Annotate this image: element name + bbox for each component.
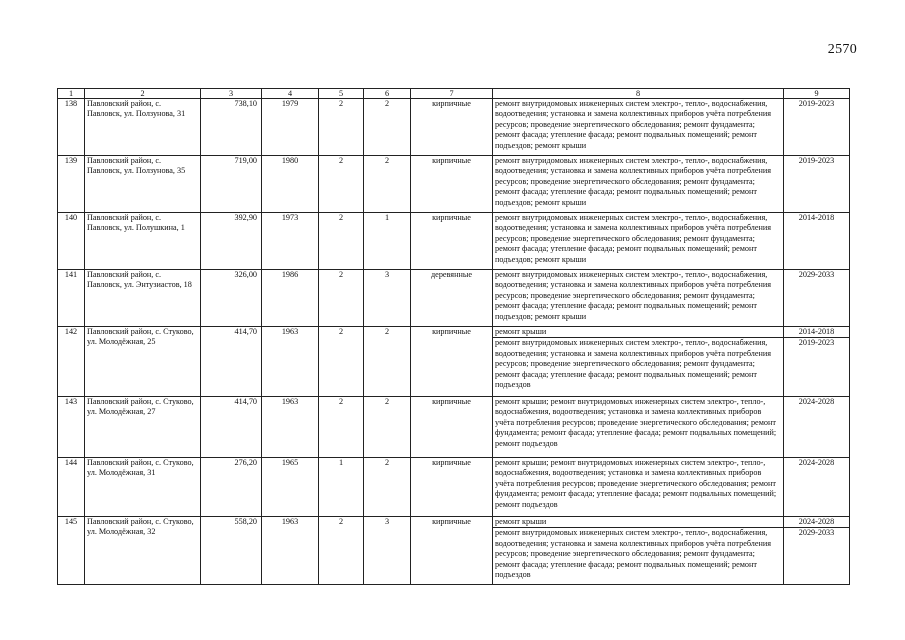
row-number: 142 <box>58 327 85 397</box>
row-number: 141 <box>58 270 85 327</box>
period-item: 2029-2033 <box>798 270 835 279</box>
row-area: 414,70 <box>201 397 262 458</box>
column-header: 6 <box>364 89 411 99</box>
row-material: кирпичные <box>411 99 493 156</box>
row-periods <box>784 270 850 327</box>
period-item: 2014-2018 <box>798 213 835 222</box>
column-header: 8 <box>493 89 784 99</box>
row-year: 1963 <box>262 327 319 397</box>
row-year: 1965 <box>262 458 319 517</box>
row-works <box>493 517 784 585</box>
row-number: 139 <box>58 156 85 213</box>
row-col6: 3 <box>364 270 411 327</box>
row-works <box>493 270 784 327</box>
row-col5: 1 <box>319 458 364 517</box>
row-area: 326,00 <box>201 270 262 327</box>
period-item: 2029-2033 <box>798 528 835 538</box>
row-material: кирпичные <box>411 517 493 585</box>
table-row <box>58 517 850 585</box>
row-number: 138 <box>58 99 85 156</box>
row-col6: 2 <box>364 458 411 517</box>
row-material: кирпичные <box>411 327 493 397</box>
row-works <box>493 397 784 458</box>
work-item: ремонт внутридомовых инженерных систем электро-, тепло-, водоснабжения, водоотведения; установка и замена коллективных приборов учёта потребления ресурсов; проведение энергетического обследования; ремонт фундамента; ремонт фасада; утепление фасада; ремонт подвальных помещений; ремонт подъездов; ремонт крыши <box>495 213 772 264</box>
row-periods <box>784 213 850 270</box>
row-year: 1963 <box>262 397 319 458</box>
row-periods <box>784 327 850 397</box>
row-col5: 2 <box>319 270 364 327</box>
row-works <box>493 458 784 517</box>
row-works <box>493 213 784 270</box>
row-material: деревянные <box>411 270 493 327</box>
row-material: кирпичные <box>411 397 493 458</box>
row-address: Павловский район, с. Павловск, ул. Ползунова, 35 <box>85 156 201 213</box>
row-number: 140 <box>58 213 85 270</box>
row-year: 1973 <box>262 213 319 270</box>
row-address: Павловский район, с. Павловск, ул. Ползунова, 31 <box>85 99 201 156</box>
row-address: Павловский район, с. Стуково, ул. Молодёжная, 25 <box>85 327 201 397</box>
row-number: 144 <box>58 458 85 517</box>
page-number: 2570 <box>827 42 857 57</box>
row-number: 143 <box>58 397 85 458</box>
table-row <box>58 213 850 270</box>
row-year: 1963 <box>262 517 319 585</box>
work-item: ремонт внутридомовых инженерных систем электро-, тепло-, водоснабжения, водоотведения; установка и замена коллективных приборов учёта потребления ресурсов; проведение энергетического обследования; ремонт фундамента; ремонт фасада; утепление фасада; ремонт подвальных помещений; ремонт подъездов <box>495 338 772 390</box>
row-year: 1979 <box>262 99 319 156</box>
column-header: 9 <box>784 89 850 99</box>
period-item: 2014-2018 <box>784 327 849 338</box>
period-item: 2024-2028 <box>784 517 849 528</box>
period-item: 2019-2023 <box>798 338 835 348</box>
row-area: 392,90 <box>201 213 262 270</box>
column-header: 5 <box>319 89 364 99</box>
work-item: ремонт крыши <box>493 517 783 528</box>
row-col6: 2 <box>364 327 411 397</box>
row-material: кирпичные <box>411 213 493 270</box>
row-col5: 2 <box>319 517 364 585</box>
row-address: Павловский район, с. Павловск, ул. Полушкина, 1 <box>85 213 201 270</box>
row-area: 414,70 <box>201 327 262 397</box>
column-header: 7 <box>411 89 493 99</box>
row-col6: 1 <box>364 213 411 270</box>
row-periods <box>784 517 850 585</box>
table-row <box>58 327 850 397</box>
row-address: Павловский район, с. Стуково, ул. Молодёжная, 32 <box>85 517 201 585</box>
table-row <box>58 397 850 458</box>
period-item: 2024-2028 <box>798 397 835 406</box>
row-col6: 2 <box>364 99 411 156</box>
table-row <box>58 270 850 327</box>
row-periods <box>784 397 850 458</box>
table-row <box>58 156 850 213</box>
row-works <box>493 156 784 213</box>
row-col6: 2 <box>364 156 411 213</box>
work-item: ремонт внутридомовых инженерных систем электро-, тепло-, водоснабжения, водоотведения; установка и замена коллективных приборов учёта потребления ресурсов; проведение энергетического обследования; ремонт фундамента; ремонт фасада; утепление фасада; ремонт подвальных помещений; ремонт подъездов; ремонт крыши <box>495 156 772 207</box>
table-row <box>58 458 850 517</box>
work-item: ремонт внутридомовых инженерных систем электро-, тепло-, водоснабжения, водоотведения; установка и замена коллективных приборов учёта потребления ресурсов; проведение энергетического обследования; ремонт фундамента; ремонт фасада; утепление фасада; ремонт подвальных помещений; ремонт подъездов <box>495 528 772 580</box>
work-item: ремонт крыши; ремонт внутридомовых инженерных систем электро-, тепло-, водоснабжения, водоотведения; установка и замена коллективных приборов учёта потребления ресурсов; проведение энергетического обследования; ремонт фундамента; ремонт фасада; утепление фасада; ремонт подвальных помещений; ремонт подъездов <box>495 397 777 448</box>
row-year: 1986 <box>262 270 319 327</box>
row-col5: 2 <box>319 213 364 270</box>
row-area: 719,00 <box>201 156 262 213</box>
row-periods <box>784 99 850 156</box>
row-col6: 2 <box>364 397 411 458</box>
row-works <box>493 327 784 397</box>
row-area: 738,10 <box>201 99 262 156</box>
row-col5: 2 <box>319 327 364 397</box>
row-material: кирпичные <box>411 458 493 517</box>
housing-register-table <box>57 88 850 585</box>
row-area: 276,20 <box>201 458 262 517</box>
row-periods <box>784 156 850 213</box>
period-item: 2019-2023 <box>798 99 835 108</box>
row-periods <box>784 458 850 517</box>
row-address: Павловский район, с. Павловск, ул. Энтузиастов, 18 <box>85 270 201 327</box>
row-col5: 2 <box>319 99 364 156</box>
row-address: Павловский район, с. Стуково, ул. Молодёжная, 27 <box>85 397 201 458</box>
row-number: 145 <box>58 517 85 585</box>
row-area: 558,20 <box>201 517 262 585</box>
row-col6: 3 <box>364 517 411 585</box>
column-header: 2 <box>85 89 201 99</box>
work-item: ремонт крыши <box>493 327 783 338</box>
header-row <box>58 89 850 99</box>
row-col5: 2 <box>319 397 364 458</box>
row-works <box>493 99 784 156</box>
work-item: ремонт внутридомовых инженерных систем электро-, тепло-, водоснабжения, водоотведения; установка и замена коллективных приборов учёта потребления ресурсов; проведение энергетического обследования; ремонт фундамента; ремонт фасада; утепление фасада; ремонт подвальных помещений; ремонт подъездов; ремонт крыши <box>495 99 772 150</box>
column-header: 1 <box>58 89 85 99</box>
table-row <box>58 99 850 156</box>
row-material: кирпичные <box>411 156 493 213</box>
row-address: Павловский район, с. Стуково, ул. Молодёжная, 31 <box>85 458 201 517</box>
period-item: 2019-2023 <box>798 156 835 165</box>
column-header: 4 <box>262 89 319 99</box>
row-year: 1980 <box>262 156 319 213</box>
column-header: 3 <box>201 89 262 99</box>
work-item: ремонт внутридомовых инженерных систем электро-, тепло-, водоснабжения, водоотведения; установка и замена коллективных приборов учёта потребления ресурсов; проведение энергетического обследования; ремонт фундамента; ремонт фасада; утепление фасада; ремонт подвальных помещений; ремонт подъездов; ремонт крыши <box>495 270 772 321</box>
row-col5: 2 <box>319 156 364 213</box>
period-item: 2024-2028 <box>798 458 835 467</box>
work-item: ремонт крыши; ремонт внутридомовых инженерных систем электро-, тепло-, водоснабжения, водоотведения; установка и замена коллективных приборов учёта потребления ресурсов; проведение энергетического обследования; ремонт фундамента; ремонт фасада; утепление фасада; ремонт подвальных помещений; ремонт подъездов <box>495 458 777 509</box>
